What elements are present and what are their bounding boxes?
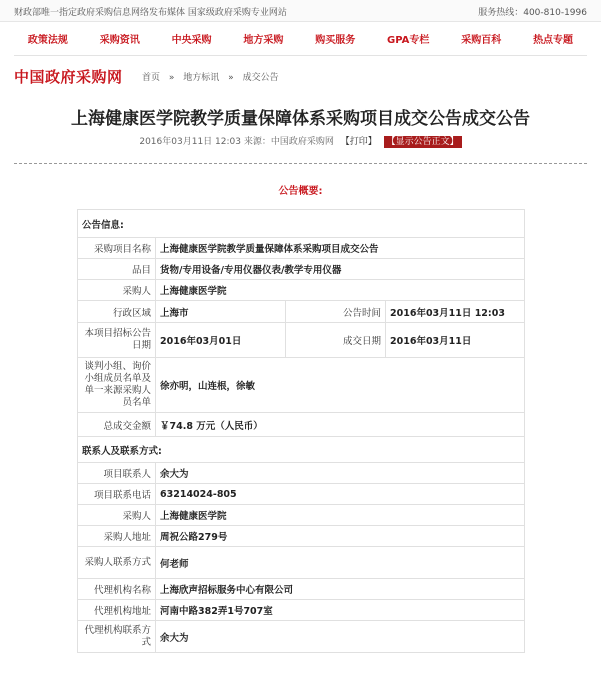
service-hotline: 服务热线：400-810-1996	[478, 8, 587, 18]
main-nav	[0, 30, 601, 52]
deal-date-value: 2016年03月11日	[386, 323, 525, 358]
item-value: 货物/专用设备/专用仪器仪表/教学专用仪器	[156, 259, 525, 280]
contact-label: 项目联系人	[78, 463, 156, 484]
nav-divider	[14, 55, 587, 56]
amount-value: ￥74.8 万元（人民币）	[156, 413, 525, 437]
agency-contact-value: 余大为	[156, 621, 525, 653]
summary-heading: 公告概要:	[278, 186, 323, 197]
project-name-label: 采购项目名称	[78, 238, 156, 259]
announce-time-label: 公告时间	[286, 301, 386, 323]
nav-item-local[interactable]: 地方采购	[243, 35, 284, 46]
nav-item-gpa[interactable]: GPA专栏	[387, 35, 430, 46]
nav-item-wiki[interactable]: 采购百科	[461, 35, 502, 46]
buyer-address-label: 采购人地址	[78, 526, 156, 547]
deal-date-label: 成交日期	[286, 323, 386, 358]
buyer2-value: 上海健康医学院	[156, 505, 525, 526]
experts-label: 谈判小组、询价小组成员名单及单一来源采购人员名单	[78, 358, 156, 413]
amount-label: 总成交金额	[78, 413, 156, 437]
bid-date-label: 本项目招标公告日期	[78, 323, 156, 358]
breadcrumb-current[interactable]: 成交公告	[242, 73, 279, 83]
phone-label: 项目联系电话	[78, 484, 156, 505]
region-label: 行政区域	[78, 301, 156, 323]
agency-label: 代理机构名称	[78, 579, 156, 600]
buyer-contact-value: 何老师	[156, 547, 525, 579]
phone-value: 63214024-805	[156, 484, 525, 505]
breadcrumb-home[interactable]: 首页	[142, 73, 161, 83]
breadcrumb	[142, 70, 285, 83]
site-logo[interactable]: 中国政府采购网	[14, 68, 123, 86]
divider	[14, 163, 587, 164]
site-slogan: 财政部唯一指定政府采购信息网络发布媒体 国家级政府采购专业网站	[14, 8, 287, 18]
nav-item-topics[interactable]: 热点专题	[533, 35, 574, 46]
item-label: 品目	[78, 259, 156, 280]
print-link[interactable]: 【打印】	[340, 137, 377, 147]
buyer-value: 上海健康医学院	[156, 280, 525, 301]
breadcrumb-separator: »	[168, 73, 175, 83]
section-heading: 公告信息:	[78, 210, 525, 238]
agency-address-label: 代理机构地址	[78, 600, 156, 621]
show-content-button[interactable]: 【显示公告正文】	[384, 136, 462, 148]
nav-item-central[interactable]: 中央采购	[171, 35, 212, 46]
nav-item-policy[interactable]: 政策法规	[27, 35, 68, 46]
agency-value: 上海欣声招标服务中心有限公司	[156, 579, 525, 600]
announce-time-value: 2016年03月11日 12:03	[386, 301, 525, 323]
buyer-contact-label: 采购人联系方式	[78, 547, 156, 579]
buyer2-label: 采购人	[78, 505, 156, 526]
contact-value: 余大为	[156, 463, 525, 484]
info-table	[77, 209, 525, 653]
page-title: 上海健康医学院教学质量保障体系采购项目成交公告成交公告	[71, 109, 530, 129]
agency-address-value: 河南中路382弄1号707室	[156, 600, 525, 621]
agency-contact-label: 代理机构联系方式	[78, 621, 156, 653]
publish-date: 2016年03月11日 12:03	[139, 137, 241, 147]
section-heading: 联系人及联系方式:	[78, 437, 525, 463]
breadcrumb-separator: »	[228, 73, 234, 83]
region-value: 上海市	[156, 301, 286, 323]
bid-date-value: 2016年03月01日	[156, 323, 286, 358]
buyer-address-value: 周祝公路279号	[156, 526, 525, 547]
buyer-label: 采购人	[78, 280, 156, 301]
top-info-bar	[0, 0, 601, 22]
breadcrumb-local[interactable]: 地方标讯	[183, 73, 220, 83]
nav-item-services[interactable]: 购买服务	[315, 35, 356, 46]
nav-item-news[interactable]: 采购资讯	[99, 35, 140, 46]
project-name-value: 上海健康医学院教学质量保障体系采购项目成交公告	[156, 238, 525, 259]
article-meta	[0, 134, 601, 147]
source: 来源：中国政府采购网	[243, 137, 334, 147]
experts-value: 徐亦明，山连根，徐敏	[156, 358, 525, 413]
